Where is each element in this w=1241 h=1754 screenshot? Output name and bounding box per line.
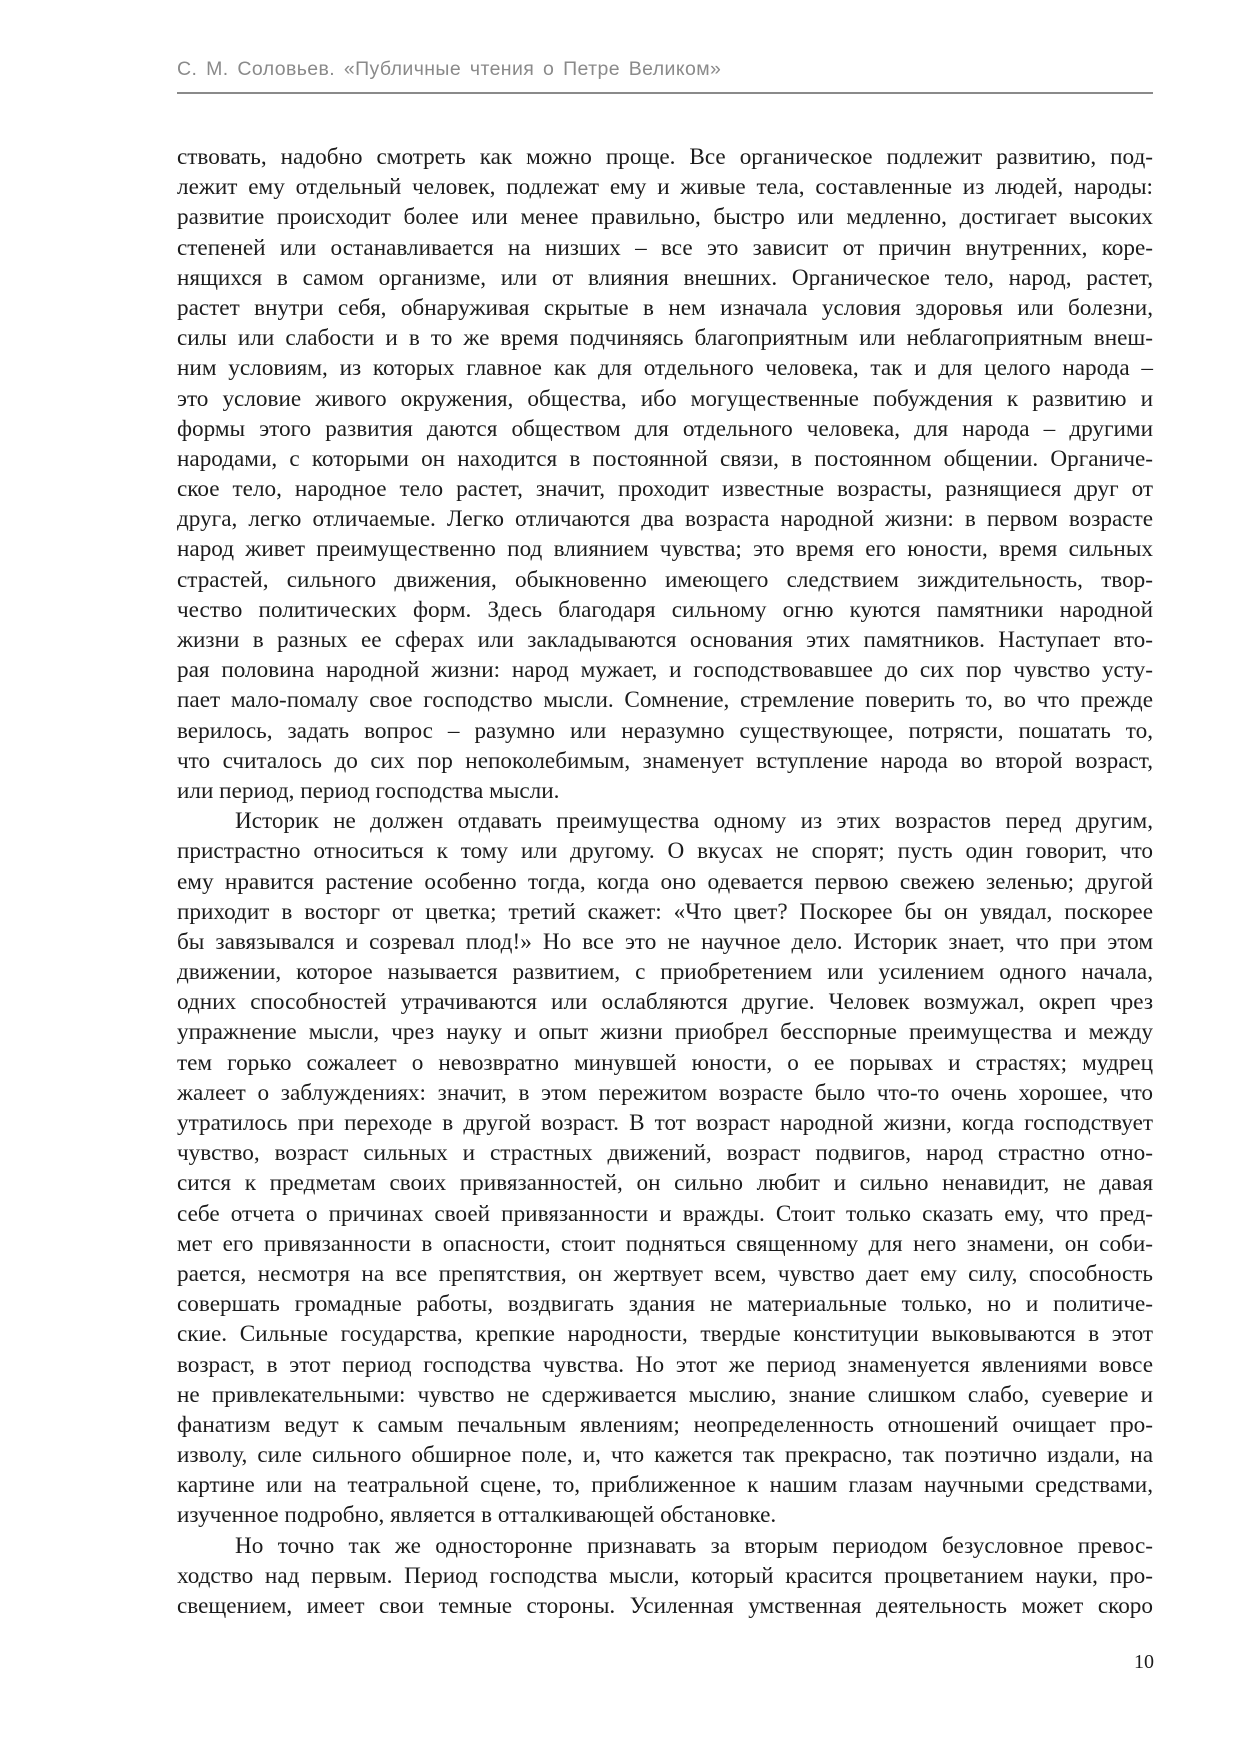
text-line: страстей, сильного движения, обыкновенно имеющего следствием зиждительность, твор- [177, 566, 1153, 593]
text-line: ское тело, народное тело растет, значит, проходит известные возрасты, разнящиеся друг от [177, 476, 1153, 503]
text-line: тем горько сожалеет о невозвратно минувшей юности, о ее порывах и страстях; мудрец [177, 1049, 1153, 1076]
text-line: мет его привязанности в опасности, стоит подняться священному для него знамени, он соби- [177, 1230, 1153, 1257]
paragraph [177, 806, 1153, 1531]
text-line: изволу, силе сильного обширное поле, и, что кажется так прекрасно, так поэтично издали, на [177, 1442, 1153, 1469]
text-line: силы или слабости и в то же время подчиняясь благоприятным или неблагоприятным внеш- [177, 325, 1153, 352]
text-line: Но точно так же односторонне признавать за вторым периодом безусловное превос- [235, 1532, 1153, 1559]
text-line: бы завязывался и созревал плод!» Но все это не научное дело. Историк знает, что при этом [177, 928, 1153, 955]
paragraph [177, 1531, 1153, 1622]
text-line: не привлекательными: чувство не сдерживается мыслию, знание слишком слабо, суеверие и [177, 1381, 1153, 1408]
text-line: ним условиям, из которых главное как для отдельного человека, так и для целого народа – [177, 355, 1153, 382]
text-line: ему нравится растение особенно тогда, когда оно одевается первою свежею зеленью; другой [177, 868, 1153, 895]
text-line: возраст, в этот период господства чувства. Но этот же период знаменуется явлениями вовсе [177, 1351, 1153, 1378]
text-line: пает мало-помалу свое господство мысли. Сомнение, стремление поверить то, во что прежде [177, 687, 1153, 714]
text-line: картине или на театральной сцене, то, приближенное к нашим глазам научными средствами, [177, 1472, 1153, 1499]
text-line: жизни в разных ее сферах или закладываются основания этих памятников. Наступает вто- [177, 627, 1153, 653]
text-line: ходство над первым. Период господства мысли, который красится процветанием науки, про- [177, 1562, 1153, 1589]
text-line: жалеет о заблуждениях: значит, в этом пережитом возрасте было что-то очень хорошее, что [177, 1079, 1153, 1106]
text-line: народами, с которыми он находится в постоянной связи, в постоянном общении. Органиче- [177, 445, 1153, 472]
text-line: друга, легко отличаемые. Легко отличаются два возраста народной жизни: в первом возрасте [177, 506, 1153, 533]
text-line: совершать громадные работы, воздвигать здания не материальные только, но и политиче- [177, 1291, 1153, 1318]
text-line: развитие происходит более или менее правильно, быстро или медленно, достигает высоких [177, 204, 1153, 231]
page-number: 10 [1134, 1651, 1154, 1673]
text-line: рается, несмотря на все препятствия, он жертвует всем, чувство дает ему силу, способность [177, 1260, 1153, 1287]
text-line: фанатизм ведут к самым печальным явлениям; неопределенность отношений очищает про- [177, 1411, 1153, 1438]
text-line: изученное подробно, является в отталкивающей обстановке. [177, 1502, 777, 1529]
text-line: верилось, задать вопрос – разумно или неразумно существующее, потрясти, пошатать то, [177, 717, 1153, 744]
text-line: что считалось до сих пор непоколебимым, знаменует вступление народа во второй возраст, [177, 747, 1153, 774]
running-header [177, 56, 1153, 94]
text-line: растет внутри себя, обнаруживая скрытые в нем изначала условия здоровья или болезни, [177, 294, 1153, 321]
text-line: чувство, возраст сильных и страстных движений, возраст подвигов, народ страстно отно- [177, 1140, 1153, 1167]
text-line: рая половина народной жизни: народ мужает, и господствовавшее до сих пор чувство усту- [177, 657, 1153, 684]
text-line: утратилось при переходе в другой возраст. В тот возраст народной жизни, когда господствует [177, 1110, 1153, 1136]
text-line: нящихся в самом организме, или от влияния внешних. Органическое тело, народ, растет, [177, 264, 1153, 291]
text-line: это условие живого окружения, общества, ибо могущественные побуждения к развитию и [177, 385, 1153, 412]
text-line: чество политических форм. Здесь благодаря сильному огню куются памятники народной [177, 596, 1153, 623]
body-text [177, 142, 1153, 1621]
text-line: упражнение мысли, чрез науку и опыт жизни приобрел бесспорные преимущества и между [177, 1019, 1153, 1046]
text-line: степеней или останавливается на низших – все это зависит от причин внутренних, коре- [177, 234, 1153, 261]
text-line: пристрастно относиться к тому или другому. О вкусах не спорят; пусть один говорит, что [177, 838, 1153, 865]
text-line: движении, которое называется развитием, с приобретением или усилением одного начала, [177, 959, 1153, 986]
text-line: свещением, имеет свои темные стороны. Усиленная умственная деятельность может скоро [177, 1593, 1153, 1619]
text-line: себе отчета о причинах своей привязанности и вражды. Стоит только сказать ему, что пред- [177, 1200, 1153, 1227]
text-line: ские. Сильные государства, крепкие народности, твердые конституции выковываются в этот [177, 1321, 1153, 1348]
text-line: или период, период господства мысли. [177, 777, 560, 804]
text-line: ствовать, надобно смотреть как можно проще. Все органическое подлежит развитию, под- [177, 144, 1153, 170]
text-line: Историк не должен отдавать преимущества одному из этих возрастов перед другим, [235, 808, 1153, 835]
text-line: формы этого развития даются обществом для отдельного человека, для народа – другими [177, 415, 1153, 442]
text-line: сится к предметам своих привязанностей, он сильно любит и сильно ненавидит, не давая [177, 1170, 1153, 1197]
paragraph [177, 142, 1153, 806]
text-line: народ живет преимущественно под влиянием чувства; это время его юности, время сильных [177, 536, 1153, 563]
text-line: одних способностей утрачиваются или ослабляются другие. Человек возмужал, окреп чрез [177, 989, 1153, 1016]
text-line: приходит в восторг от цветка; третий скажет: «Что цвет? Поскорее бы он увядал, поскорее [177, 898, 1153, 925]
running-title: С. М. Соловьев. «Публичные чтения о Петре Великом» [177, 58, 722, 80]
text-line: лежит ему отдельный человек, подлежат ему и живые тела, составленные из людей, народы: [177, 174, 1153, 201]
